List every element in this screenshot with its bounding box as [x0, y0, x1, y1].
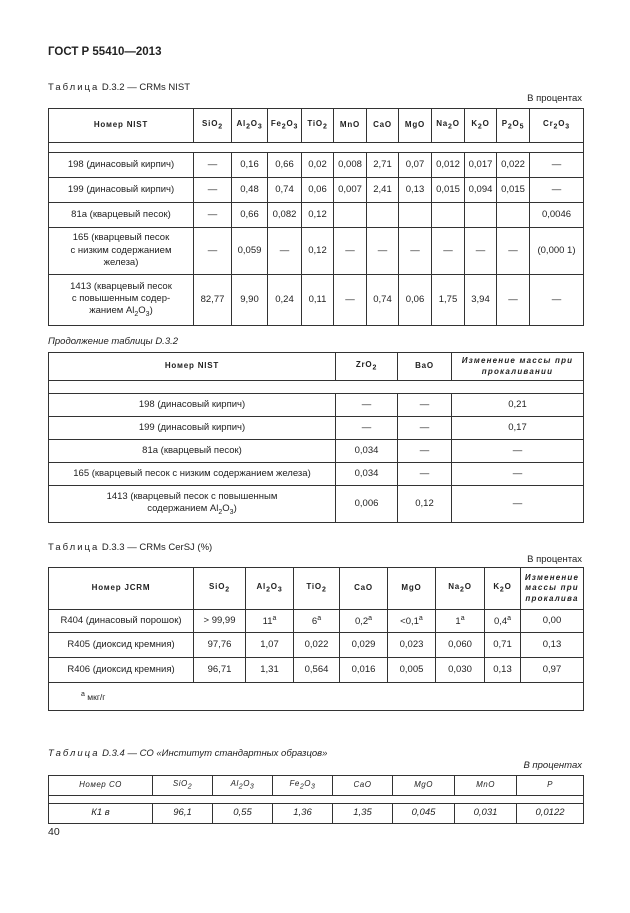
spacer-row — [49, 381, 584, 394]
cell: 0,007 — [334, 178, 367, 203]
cell: 0,13 — [399, 178, 432, 203]
cell: — — [398, 394, 452, 417]
table-row — [49, 275, 584, 326]
cell — [432, 203, 465, 228]
cell: — — [530, 153, 584, 178]
cell: 0,02 — [302, 153, 334, 178]
table-row — [49, 486, 584, 523]
header-cell: $Cr_2O_3$ — [530, 109, 584, 143]
cell-name: 199 (динасовый кирпич) — [49, 178, 194, 203]
cell-name: 199 (динасовый кирпич) — [49, 417, 336, 440]
header-cell: SiO$_2$ — [194, 109, 232, 143]
header-cell: $P_2O_5$ — [497, 109, 530, 143]
cell: 0,005 — [388, 658, 436, 683]
cell — [334, 203, 367, 228]
cell: 0,016 — [340, 658, 388, 683]
table-row — [49, 394, 584, 417]
header-cell: MnO — [455, 776, 517, 796]
table-d32-continuation — [48, 352, 584, 523]
cell: 82,77 — [194, 275, 232, 326]
header-cell: SiO$_2$ — [153, 776, 213, 796]
cell: 0,022 — [294, 633, 340, 658]
cell: — — [194, 228, 232, 275]
cell: $0,4^а$ — [485, 610, 521, 633]
header-cell: CaO — [367, 109, 399, 143]
cell-name: 198 (динасовый кирпич) — [49, 153, 194, 178]
cell-name: 81а (кварцевый песок) — [49, 440, 336, 463]
cell: 0,71 — [485, 633, 521, 658]
cell-name: 81а (кварцевый песок) — [49, 203, 194, 228]
document-header: ГОСТ Р 55410—2013 — [48, 46, 162, 58]
table-d33 — [48, 567, 584, 711]
cell: 0,06 — [302, 178, 334, 203]
cell: 0,00 — [521, 610, 584, 633]
cell: — — [334, 275, 367, 326]
spacer-row — [49, 796, 584, 804]
cell: 0,015 — [432, 178, 465, 203]
table-d32-continuation-caption: Продолжение таблицы D.3.2 — [48, 336, 179, 347]
cell: 96,1 — [153, 804, 213, 824]
spacer-row — [49, 143, 584, 153]
header-cell: $K_2O$ — [485, 568, 521, 610]
cell-name: 165 (кварцевый песок с низким содержанием железа) — [49, 463, 336, 486]
table-header-row — [49, 568, 584, 610]
cell: 0,034 — [336, 463, 398, 486]
header-cell: Номер СО — [49, 776, 153, 796]
caption-rest: D.3.3 — CRMs CerSJ (%) — [99, 542, 213, 553]
caption-word: Таблица — [48, 82, 100, 93]
cell: > 99,99 — [194, 610, 246, 633]
cell: 0,21 — [452, 394, 584, 417]
cell: 2,41 — [367, 178, 399, 203]
cell: — — [398, 463, 452, 486]
table-d33-unit: В процентах — [527, 554, 582, 565]
cell: 0,13 — [521, 633, 584, 658]
table-row — [49, 658, 584, 683]
table-d32 — [48, 108, 584, 326]
table-d34 — [48, 775, 584, 824]
cell: 1,75 — [432, 275, 465, 326]
cell: 0,082 — [268, 203, 302, 228]
header-cell: $Na_2O$ — [432, 109, 465, 143]
cell: 0,17 — [452, 417, 584, 440]
cell: 0,022 — [497, 153, 530, 178]
cell: 0,13 — [485, 658, 521, 683]
cell: 0,16 — [232, 153, 268, 178]
cell: 0,06 — [399, 275, 432, 326]
cell: 0,48 — [232, 178, 268, 203]
cell — [367, 203, 399, 228]
cell: 0,12 — [302, 228, 334, 275]
cell: — — [398, 440, 452, 463]
cell: 0,017 — [465, 153, 497, 178]
header-cell: Изменение массы при прокалива — [521, 568, 584, 610]
cell: 0,094 — [465, 178, 497, 203]
cell-name: 1413 (кварцевый песок с повышенным содержанием $Al_2O_3$) — [49, 486, 336, 523]
table-row — [49, 417, 584, 440]
table-row — [49, 804, 584, 824]
table-d33-caption — [48, 542, 212, 553]
header-cell: MgO — [393, 776, 455, 796]
table-note-row — [49, 683, 584, 711]
cell-name: 1413 (кварцевый песок с повышенным содер- жанием $Al_2O_3$) — [49, 275, 194, 326]
cell: 0,0046 — [530, 203, 584, 228]
cell: 96,71 — [194, 658, 246, 683]
cell: 0,12 — [302, 203, 334, 228]
cell: 1,36 — [273, 804, 333, 824]
header-cell: MgO — [399, 109, 432, 143]
cell: 0,060 — [436, 633, 485, 658]
header-cell: Номер NIST — [49, 353, 336, 381]
table-d34-caption — [48, 748, 327, 759]
cell: 0,11 — [302, 275, 334, 326]
caption-word: Таблица — [48, 748, 100, 759]
cell: — — [432, 228, 465, 275]
table-header-row — [49, 776, 584, 796]
table-header-row — [49, 109, 584, 143]
cell: — — [452, 463, 584, 486]
cell: 0,029 — [340, 633, 388, 658]
cell-name: 198 (динасовый кирпич) — [49, 394, 336, 417]
cell: 0,059 — [232, 228, 268, 275]
cell: 0,031 — [455, 804, 517, 824]
cell: — — [334, 228, 367, 275]
cell: $0,2^а$ — [340, 610, 388, 633]
cell: — — [530, 275, 584, 326]
cell: 0,66 — [232, 203, 268, 228]
table-row — [49, 228, 584, 275]
header-cell: $K_2O$ — [465, 109, 497, 143]
table-header-row — [49, 353, 584, 381]
cell-name: R406 (диоксид кремния) — [49, 658, 194, 683]
header-cell: $Na_2O$ — [436, 568, 485, 610]
caption-rest: D.3.4 — СО «Институт стандартных образцов» — [99, 748, 328, 759]
table-row — [49, 440, 584, 463]
cell: 0,74 — [367, 275, 399, 326]
cell-name: R404 (динасовый порошок) — [49, 610, 194, 633]
cell: — — [194, 203, 232, 228]
cell: — — [497, 275, 530, 326]
cell: 0,023 — [388, 633, 436, 658]
header-cell: CaO — [333, 776, 393, 796]
caption-rest: D.3.2 — CRMs NIST — [99, 82, 191, 93]
cell: — — [465, 228, 497, 275]
table-d32-caption — [48, 82, 190, 93]
caption-word: Таблица — [48, 542, 100, 553]
cell: 0,012 — [432, 153, 465, 178]
header-cell: P — [517, 776, 584, 796]
cell: 0,034 — [336, 440, 398, 463]
header-cell: MgO — [388, 568, 436, 610]
cell: 9,90 — [232, 275, 268, 326]
table-row — [49, 153, 584, 178]
cell: 1,31 — [246, 658, 294, 683]
table-row — [49, 178, 584, 203]
cell — [399, 203, 432, 228]
header-cell: Номер NIST — [49, 109, 194, 143]
table-row — [49, 463, 584, 486]
cell: 0,12 — [398, 486, 452, 523]
cell: 0,55 — [213, 804, 273, 824]
cell: 0,66 — [268, 153, 302, 178]
header-cell: $Fe_2O_3$ — [273, 776, 333, 796]
header-cell: $Fe_2O_3$ — [268, 109, 302, 143]
header-cell: Номер JCRM — [49, 568, 194, 610]
cell: 0,008 — [334, 153, 367, 178]
cell-name: К1 в — [49, 804, 153, 824]
cell: $11^а$ — [246, 610, 294, 633]
cell: — — [452, 486, 584, 523]
table-note: $^а$ мкг/г — [49, 683, 584, 711]
cell: $6^а$ — [294, 610, 340, 633]
cell: 2,71 — [367, 153, 399, 178]
cell: — — [530, 178, 584, 203]
cell: 0,030 — [436, 658, 485, 683]
cell: — — [194, 153, 232, 178]
cell: — — [367, 228, 399, 275]
cell-name: R405 (диоксид кремния) — [49, 633, 194, 658]
cell — [497, 203, 530, 228]
table-row — [49, 633, 584, 658]
cell: — — [336, 394, 398, 417]
cell: 0,07 — [399, 153, 432, 178]
table-d32-unit: В процентах — [527, 93, 582, 104]
header-cell: CaO — [340, 568, 388, 610]
header-cell: SiO$_2$ — [194, 568, 246, 610]
header-cell: BaO — [398, 353, 452, 381]
table-row — [49, 203, 584, 228]
cell: — — [452, 440, 584, 463]
cell: 0,015 — [497, 178, 530, 203]
header-cell: Изменение массы при прокаливании — [452, 353, 584, 381]
cell: — — [398, 417, 452, 440]
cell: (0,000 1) — [530, 228, 584, 275]
cell: — — [268, 228, 302, 275]
cell: 97,76 — [194, 633, 246, 658]
header-cell: TiO$_2$ — [302, 109, 334, 143]
header-cell: MnO — [334, 109, 367, 143]
page-number: 40 — [48, 826, 60, 838]
cell: — — [497, 228, 530, 275]
cell: — — [399, 228, 432, 275]
cell: $1^а$ — [436, 610, 485, 633]
cell: 0,006 — [336, 486, 398, 523]
cell: 1,07 — [246, 633, 294, 658]
cell: 3,94 — [465, 275, 497, 326]
header-cell: ZrO$_2$ — [336, 353, 398, 381]
cell: 0,97 — [521, 658, 584, 683]
table-row — [49, 610, 584, 633]
header-cell: $Al_2O_3$ — [246, 568, 294, 610]
cell: — — [194, 178, 232, 203]
cell: 0,74 — [268, 178, 302, 203]
cell — [465, 203, 497, 228]
cell: 0,564 — [294, 658, 340, 683]
cell: $<0,1^а$ — [388, 610, 436, 633]
cell: — — [336, 417, 398, 440]
cell: 1,35 — [333, 804, 393, 824]
table-d34-unit: В процентах — [523, 760, 582, 771]
header-cell: $Al_2O_3$ — [232, 109, 268, 143]
header-cell: TiO$_2$ — [294, 568, 340, 610]
cell: 0,045 — [393, 804, 455, 824]
cell: 0,24 — [268, 275, 302, 326]
header-cell: $Al_2O_3$ — [213, 776, 273, 796]
cell: 0,0122 — [517, 804, 584, 824]
cell-name: 165 (кварцевый песок с низким содержанием железа) — [49, 228, 194, 275]
